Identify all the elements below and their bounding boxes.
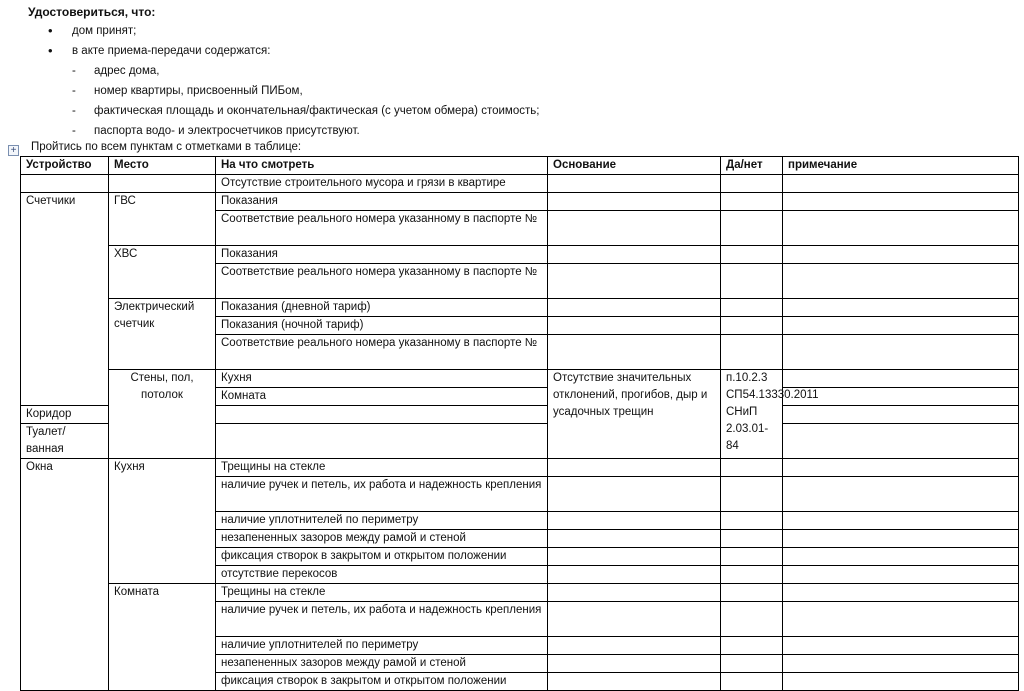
yes-no-cell[interactable] bbox=[721, 512, 783, 530]
note-cell[interactable] bbox=[783, 193, 1019, 211]
yes-no-cell[interactable] bbox=[721, 673, 783, 691]
yes-no-cell[interactable] bbox=[721, 477, 783, 512]
yes-no-cell[interactable] bbox=[721, 193, 783, 211]
place-cell bbox=[109, 175, 216, 193]
basis-cell bbox=[548, 193, 721, 211]
device-cell: Окна bbox=[21, 459, 109, 691]
note-cell[interactable] bbox=[783, 335, 1019, 370]
intro-block bbox=[28, 4, 539, 141]
intro-title: Удостовериться, что: bbox=[28, 5, 156, 19]
basis-cell bbox=[548, 655, 721, 673]
yes-no-cell[interactable] bbox=[216, 406, 548, 424]
match-text: Соответствие реального номера указанному в паспорте № bbox=[221, 213, 538, 225]
note-cell[interactable] bbox=[783, 566, 1019, 584]
basis-cell bbox=[548, 548, 721, 566]
check-cell: фиксация створок в закрытом и открытом положении bbox=[216, 548, 548, 566]
check-cell: наличие уплотнителей по периметру bbox=[216, 637, 548, 655]
yes-no-cell[interactable] bbox=[721, 264, 783, 299]
table-move-handle-icon[interactable]: + bbox=[8, 145, 19, 156]
basis-cell: п.10.2.3 СП54.13330.2011 СНиП 2.03.01-84 bbox=[721, 370, 783, 459]
place-cell: Комната bbox=[216, 388, 548, 406]
yes-no-cell[interactable] bbox=[721, 175, 783, 193]
header-cell: Устройство bbox=[21, 157, 109, 175]
basis-cell bbox=[548, 512, 721, 530]
check-cell: незапененных зазоров между рамой и стеной bbox=[216, 530, 548, 548]
dash-item: - адрес дома, bbox=[28, 61, 539, 81]
yes-no-cell[interactable] bbox=[216, 424, 548, 459]
yes-no-cell[interactable] bbox=[721, 335, 783, 370]
check-cell: Показания bbox=[216, 246, 548, 264]
basis-cell bbox=[548, 175, 721, 193]
basis-cell bbox=[548, 299, 721, 317]
check-cell: наличие ручек и петель, их работа и надежность крепления bbox=[216, 477, 548, 512]
note-cell[interactable] bbox=[783, 548, 1019, 566]
yes-no-cell[interactable] bbox=[721, 566, 783, 584]
place-cell: Кухня bbox=[216, 370, 548, 388]
yes-no-cell[interactable] bbox=[721, 548, 783, 566]
table-row bbox=[21, 370, 1019, 388]
basis-cell bbox=[548, 211, 721, 246]
note-cell[interactable] bbox=[783, 602, 1019, 637]
device-cell bbox=[21, 175, 109, 193]
yes-no-cell[interactable] bbox=[721, 459, 783, 477]
check-cell: фиксация створок в закрытом и открытом положении bbox=[216, 673, 548, 691]
note-cell[interactable] bbox=[783, 673, 1019, 691]
basis-cell bbox=[548, 584, 721, 602]
note-cell[interactable] bbox=[783, 424, 1019, 459]
basis-cell bbox=[548, 477, 721, 512]
note-cell[interactable] bbox=[783, 317, 1019, 335]
check-cell: Соответствие реального номера указанному в паспорте № bbox=[216, 264, 548, 299]
table-row bbox=[21, 459, 1019, 477]
bullet-item: • в акте приема-передачи содержатся: bbox=[28, 41, 539, 61]
basis-cell bbox=[548, 264, 721, 299]
yes-no-cell[interactable] bbox=[721, 211, 783, 246]
note-cell[interactable] bbox=[783, 211, 1019, 246]
checklist-table bbox=[20, 156, 1019, 691]
device-cell: Счетчики bbox=[21, 193, 109, 406]
check-cell bbox=[216, 211, 548, 246]
place-cell: ХВС bbox=[109, 246, 216, 299]
check-cell: отсутствие перекосов bbox=[216, 566, 548, 584]
place-cell: Коридор bbox=[21, 406, 109, 424]
check-cell: Показания (дневной тариф) bbox=[216, 299, 548, 317]
note-cell[interactable] bbox=[783, 246, 1019, 264]
place-cell: Кухня bbox=[109, 459, 216, 584]
check-cell: Отсутствие значительных отклонений, прогибов, дыр и усадочных трещин bbox=[548, 370, 721, 459]
bullet-item: • дом принят; bbox=[28, 21, 539, 41]
check-cell: Показания bbox=[216, 193, 548, 211]
check-cell: Трещины на стекле bbox=[216, 459, 548, 477]
yes-no-cell[interactable] bbox=[721, 602, 783, 637]
note-cell[interactable] bbox=[783, 264, 1019, 299]
check-cell: Показания (ночной тариф) bbox=[216, 317, 548, 335]
note-cell[interactable] bbox=[783, 406, 1019, 424]
note-cell[interactable] bbox=[783, 477, 1019, 512]
note-cell[interactable] bbox=[783, 459, 1019, 477]
check-cell: наличие ручек и петель, их работа и надежность крепления bbox=[216, 602, 548, 637]
note-cell[interactable] bbox=[783, 637, 1019, 655]
table-row bbox=[21, 584, 1019, 602]
table-row bbox=[21, 175, 1019, 193]
table-lead-text: Пройтись по всем пунктам с отметками в таблице: bbox=[31, 141, 302, 153]
header-cell: примечание bbox=[783, 157, 1019, 175]
basis-cell bbox=[548, 602, 721, 637]
dash-item: - фактическая площадь и окончательная/фактическая (с учетом обмера) стоимость; bbox=[28, 101, 539, 121]
yes-no-cell[interactable] bbox=[721, 246, 783, 264]
basis-cell bbox=[548, 530, 721, 548]
header-cell: Основание bbox=[548, 157, 721, 175]
table-row bbox=[21, 193, 1019, 211]
basis-cell bbox=[548, 673, 721, 691]
yes-no-cell[interactable] bbox=[721, 530, 783, 548]
place-cell: Туалет/ванная bbox=[21, 424, 109, 459]
note-cell[interactable] bbox=[783, 655, 1019, 673]
note-cell[interactable] bbox=[783, 530, 1019, 548]
yes-no-cell[interactable] bbox=[721, 655, 783, 673]
yes-no-cell[interactable] bbox=[721, 637, 783, 655]
note-cell[interactable] bbox=[783, 175, 1019, 193]
note-cell[interactable] bbox=[783, 584, 1019, 602]
header-cell: Место bbox=[109, 157, 216, 175]
basis-cell bbox=[548, 317, 721, 335]
basis-cell bbox=[548, 335, 721, 370]
table-row bbox=[21, 299, 1019, 317]
yes-no-cell[interactable] bbox=[721, 299, 783, 317]
table-header-row bbox=[21, 157, 1019, 175]
check-cell: Отсутствие строительного мусора и грязи в квартире bbox=[216, 175, 548, 193]
table-row bbox=[21, 246, 1019, 264]
basis-cell bbox=[548, 246, 721, 264]
basis-cell bbox=[548, 637, 721, 655]
basis-cell bbox=[548, 566, 721, 584]
check-cell: незапененных зазоров между рамой и стеной bbox=[216, 655, 548, 673]
dash-item: - паспорта водо- и электросчетчиков присутствуют. bbox=[28, 121, 539, 141]
device-cell: Стены, пол, потолок bbox=[109, 370, 216, 459]
check-cell: Трещины на стекле bbox=[216, 584, 548, 602]
header-cell: На что смотреть bbox=[216, 157, 548, 175]
yes-no-cell[interactable] bbox=[721, 584, 783, 602]
place-cell: Электрический счетчик bbox=[109, 299, 216, 370]
note-cell[interactable] bbox=[783, 299, 1019, 317]
check-cell: наличие уплотнителей по периметру bbox=[216, 512, 548, 530]
yes-no-cell[interactable] bbox=[783, 370, 1019, 388]
place-cell: Комната bbox=[109, 584, 216, 691]
dash-item: - номер квартиры, присвоенный ПИБом, bbox=[28, 81, 539, 101]
place-cell: ГВС bbox=[109, 193, 216, 246]
check-cell: Соответствие реального номера указанному в паспорте № bbox=[216, 335, 548, 370]
intro-list bbox=[28, 21, 539, 141]
note-cell[interactable] bbox=[783, 512, 1019, 530]
header-cell: Да/нет bbox=[721, 157, 783, 175]
yes-no-cell[interactable] bbox=[721, 317, 783, 335]
basis-cell bbox=[548, 459, 721, 477]
